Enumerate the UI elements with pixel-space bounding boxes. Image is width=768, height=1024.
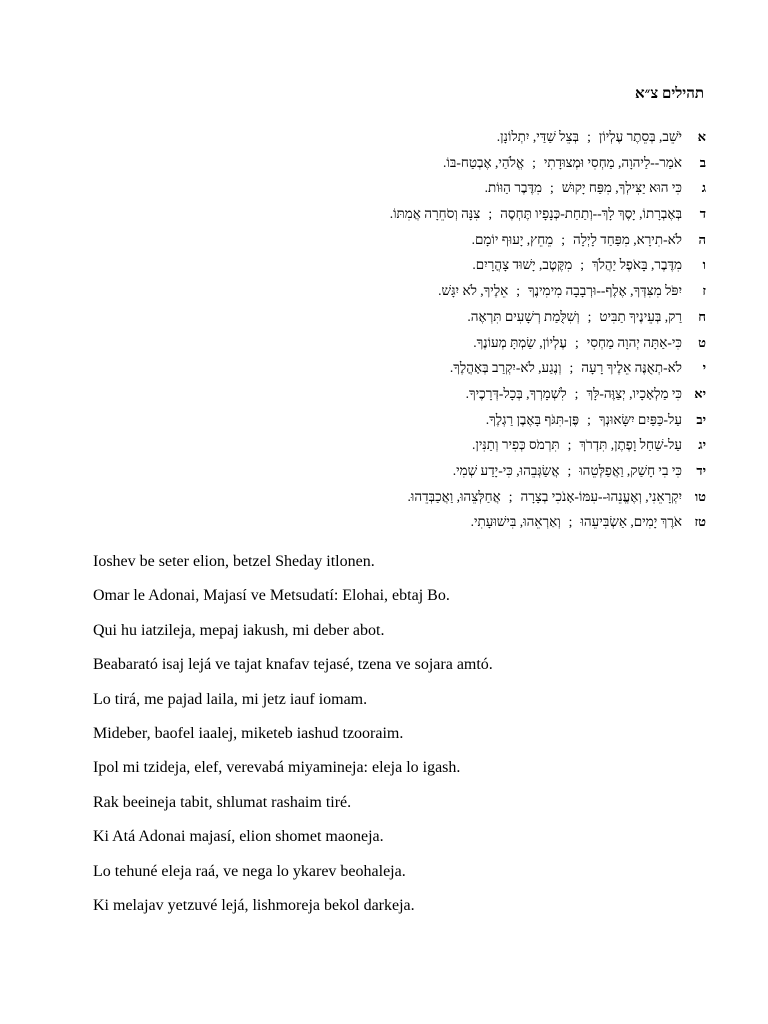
verse-line bbox=[146, 381, 706, 407]
verse-line bbox=[146, 278, 706, 304]
verse-line bbox=[146, 252, 706, 278]
verse-second-half: אֱלֹהַי, אֶבְטַח-בּוֹ. bbox=[443, 154, 525, 170]
verse-separator: ; bbox=[567, 462, 572, 478]
verse-first-half: מִדֶּבֶר, בָּאֹפֶל יַהֲלֹךְ bbox=[591, 257, 682, 273]
verse-separator: ; bbox=[587, 129, 591, 144]
verse-line bbox=[146, 407, 706, 433]
verse-separator: ; bbox=[488, 206, 493, 222]
verse-line bbox=[146, 330, 706, 356]
hebrew-text-block bbox=[146, 84, 706, 535]
transliteration-line: Lo tehuné eleja raá, ve nega lo ykarev beohaleja. bbox=[93, 862, 406, 880]
transliteration-line: Ioshev be seter elion, betzel Sheday itlonen. bbox=[93, 553, 375, 570]
verse-first-half: כִּי בִי חָשַׁק, וַאֲפַלְּטֵהוּ bbox=[579, 462, 682, 478]
verse-second-half: וְנֶגַע, לֹא-יִקְרַב בְּאָהֳלֶךָ. bbox=[449, 360, 562, 376]
verse-separator: ; bbox=[580, 257, 584, 273]
verse-number: טו bbox=[694, 488, 706, 504]
verse-second-half: לִשְׁמָרְךָ, בְּכָל-דְּרָכֶיךָ. bbox=[465, 385, 567, 401]
verse-number: טז bbox=[694, 514, 706, 530]
verse-first-half: בְּאֶבְרָתוֹ, יָסֶךְ לָךְ--וְתַחַת-כְּנָפָיו תֶּחְסֶה bbox=[500, 206, 682, 222]
verse-separator: ; bbox=[574, 385, 579, 401]
verse-line bbox=[146, 432, 706, 458]
verse-second-half: אֵלֶיךָ, לֹא יִגָּשׁ. bbox=[438, 283, 509, 299]
verse-first-half: אֹרֶךְ יָמִים, אַשְׂבִּיעֵהוּ bbox=[580, 514, 682, 530]
page-title: תהילים צ״א bbox=[635, 86, 704, 102]
verse-separator: ; bbox=[561, 231, 565, 247]
verse-first-half: יִקְרָאֵנִי, וְאֶעֱנֵהוּ--עִמּוֹ-אָנֹכִי בְצָרָה bbox=[520, 488, 682, 504]
verse-second-half: בְּצֵל שַׁדַּי, יִתְלוֹנָן. bbox=[496, 129, 580, 144]
verse-first-half: לֹא-תִירָא, מִפַּחַד לָיְלָה bbox=[572, 231, 682, 247]
verse-line bbox=[146, 509, 706, 535]
transliteration-block bbox=[93, 545, 713, 923]
verse-list bbox=[146, 124, 706, 535]
verse-number: ג bbox=[701, 180, 706, 196]
verse-second-half: מֵחֵץ, יָעוּף יוֹמָם. bbox=[471, 231, 554, 247]
verse-first-half: יִפֹּל מִצִּדְּךָ, אֶלֶף--וּרְבָבָה מִימִינֶךָ bbox=[528, 283, 682, 299]
verse-separator: ; bbox=[508, 488, 513, 504]
verse-second-half: אֲחַלְּצֵהוּ, וַאֲכַבְּדֵהוּ. bbox=[407, 488, 501, 504]
verse-separator: ; bbox=[587, 411, 591, 427]
verse-separator: ; bbox=[568, 514, 573, 530]
transliteration-line: Beabarató isaj lejá ve tajat knafav tejasé, tzena ve sojara amtó. bbox=[93, 656, 493, 674]
verse-first-half: עַל-כַּפַּיִם יִשָּׂאוּנְךָ bbox=[598, 411, 682, 427]
verse-number: יא bbox=[694, 385, 706, 401]
verse-first-half: יֹשֵׁב, בְּסֵתֶר עֶלְיוֹן bbox=[598, 129, 682, 144]
transliteration-line: Omar le Adonai, Majasí ve Metsudatí: Elohai, ebtaj Bo. bbox=[93, 587, 450, 605]
verse-number: ז bbox=[702, 283, 706, 299]
verse-separator: ; bbox=[567, 437, 572, 453]
verse-second-half: עֶלְיוֹן, שַׂמְתָּ מְעוֹנֶךָ. bbox=[473, 334, 568, 350]
verse-number: יב bbox=[696, 411, 706, 427]
verse-separator: ; bbox=[587, 308, 592, 324]
transliteration-line: Lo tirá, me pajad laila, mi jetz iauf iomam. bbox=[93, 690, 368, 708]
verse-separator: ; bbox=[575, 334, 579, 350]
verse-first-half: כִּי-אַתָּה יְהוָה מַחְסִי bbox=[586, 334, 682, 350]
verse-line bbox=[146, 227, 706, 253]
verse-line bbox=[146, 458, 706, 484]
verse-first-half: אֹמַר--לַיהוָה, מַחְסִי וּמְצוּדָתִי bbox=[543, 154, 682, 170]
verse-line bbox=[146, 201, 706, 227]
verse-number: יד bbox=[696, 462, 706, 478]
verse-number: ה bbox=[698, 231, 706, 247]
verse-second-half: פֶּן-תִּגֹּף בָּאֶבֶן רַגְלֶךָ. bbox=[485, 411, 580, 427]
transliteration-line: Ki Atá Adonai majasí, elion shomet maoneja. bbox=[93, 828, 384, 846]
transliteration-line: Ki melajav yetzuvé lejá, lishmoreja bekol darkeja. bbox=[93, 896, 415, 914]
verse-line bbox=[146, 150, 706, 176]
verse-separator: ; bbox=[569, 360, 574, 376]
verse-number: ט bbox=[698, 334, 706, 350]
verse-first-half: עַל-שַׁחַל וָפֶתֶן, תִּדְרֹךְ bbox=[579, 437, 682, 453]
verse-line bbox=[146, 175, 706, 201]
transliteration-line: Ipol mi tzideja, elef, verevabá miyamineja: eleja lo igash. bbox=[93, 759, 461, 777]
verse-second-half: מִדֶּבֶר הַוּוֹת. bbox=[484, 180, 542, 196]
verse-number: ד bbox=[699, 206, 706, 222]
verse-number: י bbox=[702, 360, 706, 376]
verse-first-half: כִּי מַלְאָכָיו, יְצַוֶּה-לָּךְ bbox=[586, 385, 682, 401]
verse-first-half: לֹא-תְאֻנֶּה אֵלֶיךָ רָעָה bbox=[581, 360, 682, 376]
verse-number: א bbox=[697, 129, 706, 144]
verse-number: ו bbox=[702, 257, 706, 273]
verse-first-half: רַק, בְּעֵינֶיךָ תַבִּיט bbox=[599, 308, 682, 324]
verse-separator: ; bbox=[516, 283, 520, 299]
verse-number: ב bbox=[699, 154, 706, 170]
verse-first-half: כִּי הוּא יַצִּילְךָ, מִפַּח יָקוּשׁ bbox=[561, 180, 682, 196]
verse-line bbox=[146, 355, 706, 381]
verse-number: ח bbox=[698, 308, 706, 324]
verse-separator: ; bbox=[532, 154, 536, 170]
verse-second-half: וְאַרְאֵהוּ, בִּישׁוּעָתִי. bbox=[470, 514, 561, 530]
transliteration-line: Qui hu iatzileja, mepaj iakush, mi deber abot. bbox=[93, 621, 385, 639]
verse-separator: ; bbox=[549, 180, 554, 196]
verse-second-half: אֲשַׂגְּבֵהוּ, כִּי-יָדַע שְׁמִי. bbox=[452, 462, 560, 478]
verse-line bbox=[146, 304, 706, 330]
verse-number: יג bbox=[698, 437, 706, 453]
verse-line bbox=[146, 124, 706, 150]
verse-second-half: וְשִׁלֻּמַת רְשָׁעִים תִּרְאֶה. bbox=[467, 308, 580, 324]
transliteration-line: Mideber, baofel iaalej, miketeb iashud tzooraim. bbox=[93, 724, 404, 742]
verse-second-half: מִקֶּטֶב, יָשׁוּד צָהֳרָיִם. bbox=[472, 257, 573, 273]
verse-second-half: צִנָּה וְסֹחֵרָה אֲמִתּוֹ. bbox=[389, 206, 481, 222]
transliteration-line: Rak beeineja tabit, shlumat rashaim tiré. bbox=[93, 793, 352, 811]
verse-second-half: תִּרְמֹס כְּפִיר וְתַנִּין. bbox=[472, 437, 560, 453]
verse-line bbox=[146, 484, 706, 510]
